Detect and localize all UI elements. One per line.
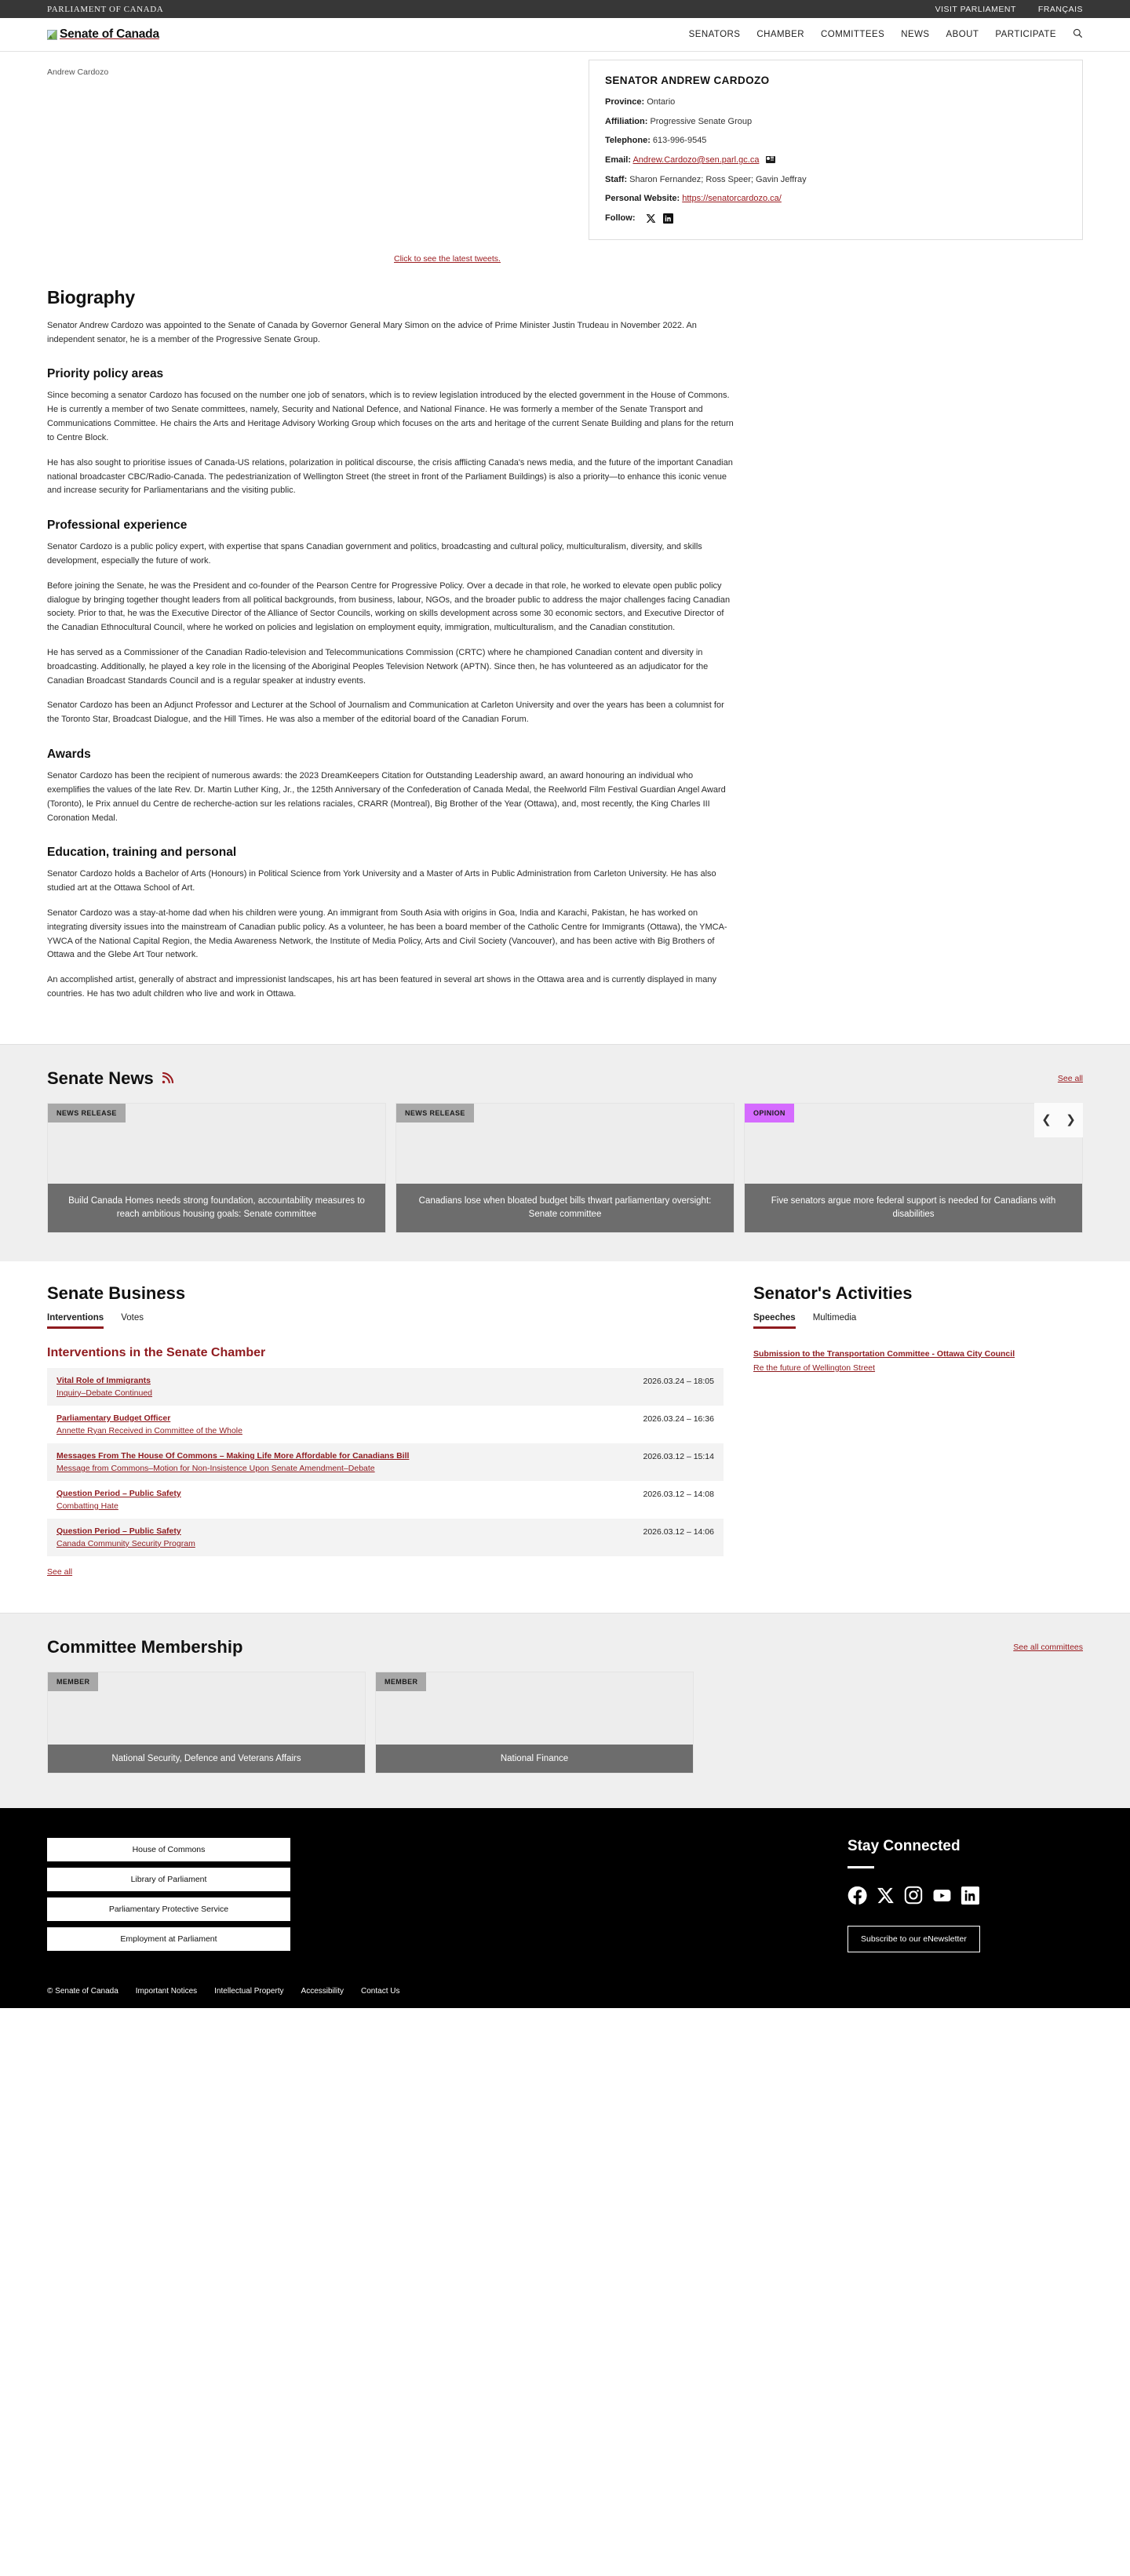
footer-link-library-of-parliament[interactable]: Library of Parliament (47, 1868, 290, 1891)
social-links (848, 1886, 1063, 1905)
senate-news-heading (47, 1068, 174, 1089)
staff-row (605, 175, 1066, 185)
x-icon[interactable] (646, 213, 656, 224)
news-thumbnail (396, 1104, 734, 1184)
email-link[interactable]: Andrew.Cardozo@sen.parl.gc.ca (632, 155, 760, 165)
affiliation-value: Progressive Senate Group (650, 116, 753, 126)
footer-bottom (47, 1952, 1083, 2008)
footer-top (47, 1838, 1083, 1952)
senate-news-section (0, 1044, 1130, 1261)
section-heading-priority: Priority policy areas (47, 367, 164, 381)
interventions-subtitle: Interventions in the Senate Chamber (47, 1345, 266, 1359)
footer-links (47, 1838, 290, 1952)
staff-value: Sharon Fernandez; Ross Speer; Gavin Jeffray (629, 174, 807, 184)
site-footer (0, 1808, 1130, 2008)
intervention-title[interactable]: Parliamentary Budget Officer (56, 1413, 171, 1423)
intervention-date: 2026.03.12 – 15:14 (643, 1451, 714, 1461)
news-title: Build Canada Homes needs strong foundation, accountability measures to reach ambitious housing goals: Senate committee (48, 1184, 385, 1232)
nav-item-about[interactable]: ABOUT (946, 30, 979, 39)
biography-paragraph: Senator Cardozo has been the recipient of numerous awards: the 2023 DreamKeepers Citation for Outstanding Leadership award, an award honouring an individual who exemplifies the values of the late Rev. Dr. Martin Luther King, Jr., the 125th Anniversary of the Confederation of Canada Medal, the Reelworld Film Festival Guardian Angel Award (Toronto), le Prix annuel du Centre de recherche-action sur les relations raciales, CRARR (Montreal), Big Brother of the Year (Ottawa), and, most recently, the King Charles III Coronation Medal. (47, 771, 726, 823)
chevron-left-icon[interactable]: ❮ (1034, 1103, 1059, 1137)
biography-heading: Biography (47, 286, 135, 307)
website-link[interactable]: https://senatorcardozo.ca/ (682, 194, 782, 204)
intervention-date: 2026.03.24 – 16:36 (643, 1414, 714, 1424)
carousel-controls (1034, 1103, 1083, 1137)
committee-thumbnail (376, 1672, 693, 1745)
tab-votes[interactable]: Votes (121, 1312, 144, 1323)
footer-link-intellectual-property[interactable]: Intellectual Property (214, 1986, 284, 1996)
committee-header (47, 1637, 1083, 1657)
intervention-title[interactable]: Question Period – Public Safety (56, 1526, 181, 1536)
biography-paragraph: Senator Cardozo holds a Bachelor of Arts (Honours) in Political Science from York University and a Master of Arts in Public Administration from Carleton University. He has also studied art at the Ottawa School of Art. (47, 869, 716, 893)
footer-link-house-of-commons[interactable]: House of Commons (47, 1838, 290, 1861)
table-row[interactable] (47, 1443, 724, 1481)
biography-paragraph: He has also sought to prioritise issues of Canada-US relations, polarization in political discourse, the crisis afflicting Canada's news media, and the future of the important Canadian national broadcaster CBC/Radio-Canada. The pedestrianization of Wellington Street (the street in front of the Parliament Buildings) is also a priority—to enhance this iconic venue and increase security for Parliamentarians and the visiting public. (47, 457, 733, 496)
business-activities-section (0, 1261, 1130, 1613)
intervention-subtitle[interactable]: Annette Ryan Received in Committee of the Whole (56, 1425, 242, 1435)
follow-row (605, 213, 1066, 224)
senator-hero (0, 52, 1130, 240)
committee-thumbnail (48, 1672, 365, 1745)
stay-connected-heading: Stay Connected (848, 1837, 960, 1854)
biography-paragraph: Senator Cardozo is a public policy expert, with expertise that spans Canadian government and politics, broadcasting and cultural policy, multiculturalism, diversity, and skills development, especially the future of work. (47, 542, 702, 566)
telephone-value: 613-996-9545 (652, 136, 707, 146)
table-row[interactable] (47, 1481, 724, 1519)
site-logo-text: Senate of Canada (60, 27, 159, 41)
news-carousel (47, 1103, 1083, 1233)
senator-name: SENATOR ANDREW CARDOZO (605, 75, 770, 86)
table-row[interactable] (47, 1368, 724, 1406)
chevron-right-icon[interactable]: ❯ (1059, 1103, 1083, 1137)
news-see-all-link[interactable]: See all (1057, 1073, 1083, 1083)
news-thumbnail (745, 1104, 1082, 1184)
senate-business-heading: Senate Business (47, 1283, 186, 1303)
website-row (605, 194, 1066, 204)
committee-title: National Finance (376, 1745, 693, 1773)
section-heading-professional: Professional experience (47, 518, 188, 533)
latest-tweets-row (0, 251, 1130, 265)
footer-link-important-notices[interactable]: Important Notices (135, 1986, 198, 1996)
news-card[interactable] (744, 1103, 1083, 1233)
senate-business-column (47, 1283, 724, 1578)
intervention-subtitle[interactable]: Canada Community Security Program (56, 1538, 195, 1548)
table-row[interactable] (47, 1519, 724, 1556)
nav-item-committees[interactable]: COMMITTEES (821, 30, 885, 39)
table-row[interactable] (47, 1406, 724, 1443)
nav-item-news[interactable]: NEWS (901, 30, 930, 39)
affiliation-label: Affiliation: (605, 116, 648, 126)
news-badge: NEWS RELEASE (396, 1104, 474, 1122)
intervention-subtitle[interactable]: Combatting Hate (56, 1501, 118, 1511)
visit-parliament-link[interactable]: VISIT PARLIAMENT (935, 4, 1016, 14)
footer-link-parliamentary-protective-service[interactable]: Parliamentary Protective Service (47, 1897, 290, 1921)
senator-photo-area (47, 60, 589, 240)
biography-paragraph: An accomplished artist, generally of abstract and impressionist landscapes, his art has been featured in several art shows in the Ottawa area and is currently displayed in many countries. He has two adult children who live and work in Ottawa. (47, 975, 716, 999)
speech-title[interactable]: Submission to the Transportation Committee - Ottawa City Council (753, 1348, 1015, 1359)
senator-photo-alt-text: Andrew Cardozo (47, 67, 109, 77)
biography-paragraph: Senator Cardozo has been an Adjunct Professor and Lecturer at the School of Journalism and Communication at Carleton University and over the years has been a columnist for the Toronto Star, Broadcast Dialogue, and the Hill Times. He was also a member of the editorial board of the Canadian Forum. (47, 700, 724, 725)
youtube-icon[interactable] (932, 1886, 952, 1905)
footer-link-contact-us[interactable]: Contact Us (361, 1986, 400, 1996)
rss-icon[interactable] (161, 1072, 174, 1085)
section-heading-education: Education, training and personal (47, 846, 237, 860)
website-label: Personal Website: (605, 194, 680, 204)
speech-subtitle[interactable]: Re the future of Wellington Street (753, 1363, 876, 1373)
email-label: Email: (605, 155, 632, 165)
search-icon[interactable] (1073, 28, 1083, 41)
stay-connected-block (848, 1838, 1083, 1952)
broken-image-icon (47, 30, 57, 40)
nav-item-senators[interactable]: SENATORS (688, 30, 741, 39)
province-row (605, 97, 1066, 107)
business-see-all-link[interactable]: See all (47, 1566, 73, 1577)
committee-heading: Committee Membership (47, 1636, 243, 1657)
x-icon[interactable] (877, 1886, 895, 1905)
news-card[interactable] (396, 1103, 734, 1233)
committee-badge: MEMBER (48, 1672, 98, 1691)
tab-interventions[interactable]: Interventions (47, 1313, 104, 1329)
tab-multimedia[interactable]: Multimedia (812, 1312, 857, 1323)
intervention-title[interactable]: Messages From The House Of Commons – Making Life More Affordable for Canadians Bill (56, 1450, 410, 1461)
biography-paragraph: He has served as a Commissioner of the Canadian Radio-television and Telecommunications Commission (CRTC) where he championed Canadian content and diversity in broadcasting. Additionally, he played a key role in the licensing of the Aboriginal Peoples Television Network (APTN). Since then, he has volunteered as an adjudicator for the Canadian Broadcast Standards Council and is a regular speaker at industry events. (47, 648, 709, 686)
intervention-subtitle[interactable]: Inquiry–Debate Continued (56, 1388, 153, 1398)
follow-label: Follow: (605, 213, 636, 224)
news-badge: NEWS RELEASE (48, 1104, 126, 1122)
list-item[interactable] (753, 1346, 1083, 1373)
nav-item-chamber[interactable]: CHAMBER (756, 30, 805, 39)
activities-tabs (753, 1313, 1083, 1329)
email-row (605, 155, 1066, 166)
utility-bar (0, 0, 1130, 18)
staff-label: Staff: (605, 174, 628, 184)
vcard-icon[interactable] (766, 156, 775, 163)
biography-section (0, 265, 785, 1044)
news-title: Five senators argue more federal support is needed for Canadians with disabilities (745, 1184, 1082, 1232)
section-heading-awards: Awards (47, 748, 91, 762)
intervention-title[interactable]: Question Period – Public Safety (56, 1488, 181, 1498)
instagram-icon[interactable] (904, 1886, 923, 1905)
intervention-date: 2026.03.12 – 14:08 (643, 1489, 714, 1499)
parliament-brand: PARLIAMENT OF CANADA (47, 4, 164, 14)
province-value: Ontario (647, 97, 676, 107)
committee-card[interactable] (375, 1672, 694, 1774)
biography-paragraph: Senator Cardozo was a stay-at-home dad when his children were young. An immigrant from South Asia with origins in Goa, India and Karachi, Pakistan, he has worked on integrating diversity issues into the mainstream of Canadian public policy. As a volunteer, he has been a board member of the Catholic Centre for Immigrants (Ottawa), the YMCA-YWCA of the National Capital Region, the Media Awareness Network, the Institute of Media Policy, Arts and Civil Society (Vancouver), and has been active with Big Brothers of Ottawa and the Glebe Art Tour network. (47, 908, 727, 960)
main-navigation (689, 28, 1083, 41)
intervention-date: 2026.03.24 – 18:05 (643, 1376, 714, 1386)
intervention-date: 2026.03.12 – 14:06 (643, 1526, 714, 1537)
interventions-list (47, 1368, 724, 1556)
senator-info-card (589, 60, 1083, 240)
affiliation-row (605, 117, 1066, 127)
news-badge: OPINION (745, 1104, 794, 1122)
senate-news-heading-text: Senate News (47, 1068, 154, 1088)
site-logo[interactable] (47, 27, 159, 42)
divider (848, 1866, 874, 1868)
committee-grid (47, 1672, 1083, 1774)
latest-tweets-link[interactable]: Click to see the latest tweets. (394, 253, 501, 264)
biography-intro: Senator Andrew Cardozo was appointed to the Senate of Canada by Governor General Mary Simon on the advice of Prime Minister Justin Trudeau in November 2022. An independent senator, he is a member of the Progressive Senate Group. (47, 320, 697, 344)
business-tabs (47, 1313, 724, 1329)
copyright-text: © Senate of Canada (47, 1986, 118, 1996)
biography-paragraph: Before joining the Senate, he was the President and co-founder of the Pearson Centre for Progressive Policy. Over a decade in that role, he worked to elevate open public policy dialogue by bringing together thought leaders from all political backgrounds, from business, labour, NGOs, and the broader public to address the major challenges facing Canadian society. Prior to that, he was the Executive Director of the Alliance of Sector Councils, working on skills development across some 30 economic sectors, and Executive Director of the Canadian Ethnocultural Council, where he worked on policies and legislation on employment equity, immigration, multiculturalism, and the Canadian constitution. (47, 580, 731, 633)
intervention-title[interactable]: Vital Role of Immigrants (56, 1375, 151, 1385)
senator-activities-heading: Senator's Activities (753, 1283, 913, 1303)
intervention-subtitle[interactable]: Message from Commons–Motion for Non-Insistence Upon Senate Amendment–Debate (56, 1463, 375, 1473)
biography-paragraph: Since becoming a senator Cardozo has focused on the number one job of senators, which is to review legislation introduced by the elected government in the House of Commons. He is currently a member of two Senate committees, namely, Security and National Defence, and National Finance. He was formerly a member of the Senate Transport and Communications Committee. He chairs the Arts and Heritage Advisory Working Group which focuses on the arts and heritage of the current Senate Building and plans for the return to Centre Block. (47, 391, 734, 442)
committee-card[interactable] (47, 1672, 366, 1774)
nav-item-participate[interactable]: PARTICIPATE (995, 30, 1056, 39)
committee-badge: MEMBER (376, 1672, 426, 1691)
language-toggle-link[interactable]: FRANÇAIS (1037, 4, 1083, 14)
telephone-label: Telephone: (605, 136, 651, 146)
committee-title: National Security, Defence and Veterans Affairs (48, 1745, 365, 1773)
news-thumbnail (48, 1104, 385, 1184)
linkedin-icon[interactable] (663, 213, 673, 224)
facebook-icon[interactable] (848, 1886, 867, 1905)
masthead (0, 18, 1130, 52)
senator-activities-column (753, 1283, 1083, 1578)
footer-link-accessibility[interactable]: Accessibility (301, 1986, 344, 1996)
telephone-row (605, 136, 1066, 146)
tab-speeches[interactable]: Speeches (753, 1313, 796, 1329)
committee-membership-section (0, 1613, 1130, 1808)
newsletter-subscribe-button[interactable]: Subscribe to our eNewsletter (848, 1926, 980, 1952)
news-title: Canadians lose when bloated budget bills thwart parliamentary oversight: Senate committee (396, 1184, 734, 1232)
province-label: Province: (605, 97, 645, 107)
senate-news-header (47, 1068, 1083, 1089)
linkedin-icon[interactable] (961, 1886, 979, 1905)
committee-see-all-link[interactable]: See all committees (1013, 1642, 1083, 1652)
footer-link-employment-at-parliament[interactable]: Employment at Parliament (47, 1927, 290, 1951)
news-card[interactable] (47, 1103, 386, 1233)
